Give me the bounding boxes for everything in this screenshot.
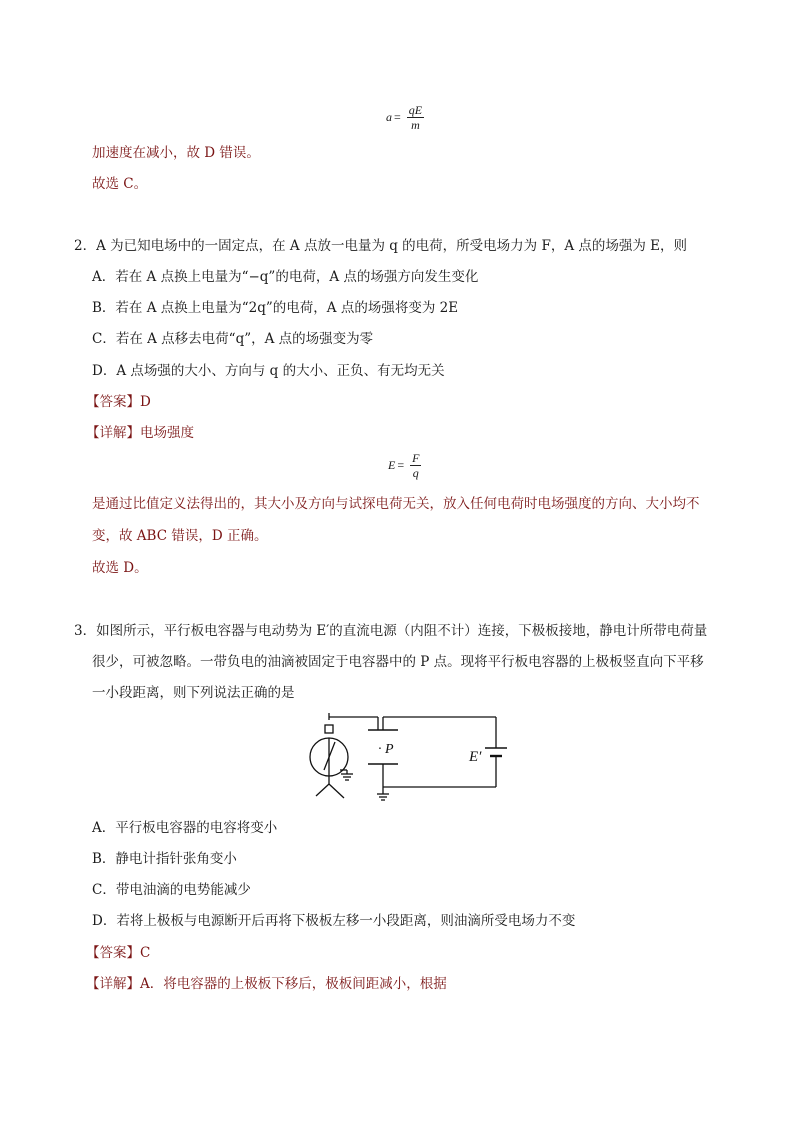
q2-explain-1: 是通过比值定义法得出的，其大小及方向与试探电荷无关，放入任何电荷时电场强度的方向、大小均不 bbox=[92, 496, 700, 512]
q3-option-a: A．平行板电容器的电容将变小 bbox=[92, 820, 278, 836]
answer-tag: 【答案】 bbox=[86, 945, 140, 961]
q2-conclusion: 故选 D。 bbox=[92, 560, 148, 576]
q2-option-d: D．A 点场强的大小、方向与 q 的大小、正负、有无均无关 bbox=[92, 363, 445, 379]
q3-option-b: B．静电计指针张角变小 bbox=[92, 851, 237, 867]
fraction: $\frac{qE}{m}$ bbox=[408, 103, 423, 132]
q3-answer bbox=[86, 943, 150, 963]
detail-tag: 【详解】 bbox=[86, 976, 140, 992]
q2-option-b: B．若在 A 点换上电量为“2q”的电荷，A 点的场强将变为 2E bbox=[92, 300, 459, 316]
formula-acceleration: a = $\frac{qE}{m}$ bbox=[386, 103, 423, 132]
q2-answer bbox=[86, 392, 151, 412]
q2-option-c: C．若在 A 点移去电荷“q”，A 点的场强变为零 bbox=[92, 331, 374, 347]
q2-stem: 2．A 为已知电场中的一固定点，在 A 点放一电量为 q 的电荷，所受电场力为 F，A 点的场强为 E，则 bbox=[74, 238, 688, 254]
q3-option-d: D．若将上极板与电源断开后再将下极板左移一小段距离，则油滴所受电场力不变 bbox=[92, 913, 576, 929]
detail-tag: 【详解】 bbox=[86, 425, 140, 441]
source-label: E′ bbox=[469, 749, 482, 765]
q2-detail bbox=[86, 423, 194, 443]
q3-detail bbox=[86, 974, 447, 994]
capacitor-circuit-diagram bbox=[300, 708, 530, 808]
q2-option-a: A．若在 A 点换上电量为“−q”的电荷，A 点的场强方向发生变化 bbox=[92, 269, 479, 285]
detail-text: A．将电容器的上极板下移后，极板间距减小，根据 bbox=[140, 976, 447, 992]
q2-explain-2: 变，故 ABC 错误，D 正确。 bbox=[92, 528, 268, 544]
q3-stem-1: 3．如图所示，平行板电容器与电动势为 E′的直流电源（内阻不计）连接，下极板接地，静电计所带电荷量 bbox=[74, 623, 708, 639]
q1-line-2: 故选 C。 bbox=[92, 176, 148, 192]
answer-value: C bbox=[140, 945, 151, 961]
fraction: $\frac{F}{q}$ bbox=[412, 451, 420, 480]
terminal-box bbox=[325, 725, 333, 733]
formula-field-strength: E = $\frac{F}{q}$ bbox=[388, 451, 420, 480]
q3-stem-2: 很少，可被忽略。一带负电的油滴被固定于电容器中的 P 点。现将平行板电容器的上极板竖直向下平移 bbox=[92, 654, 704, 670]
answer-tag: 【答案】 bbox=[86, 394, 140, 410]
q3-stem-3: 一小段距离，则下列说法正确的是 bbox=[92, 685, 295, 701]
answer-value: D bbox=[140, 394, 151, 410]
q1-line-1: 加速度在减小，故 D 错误。 bbox=[92, 145, 260, 161]
point-p-label: · P bbox=[378, 742, 394, 757]
detail-intro: 电场强度 bbox=[140, 425, 194, 441]
q3-option-c: C．带电油滴的电势能减少 bbox=[92, 882, 251, 898]
